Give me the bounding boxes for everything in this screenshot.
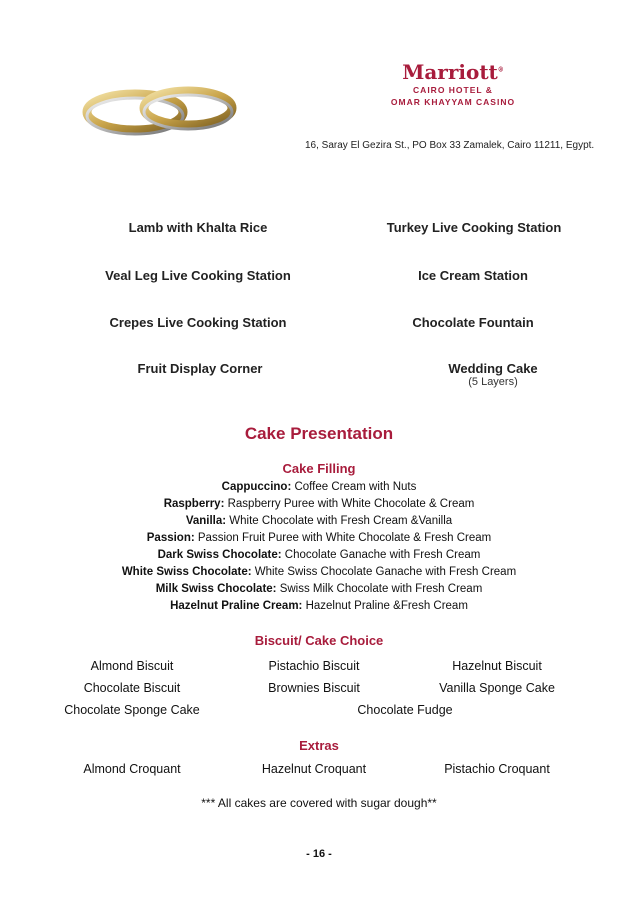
station-turkey: Turkey Live Cooking Station [386, 220, 562, 235]
station-veal: Veal Leg Live Cooking Station [105, 268, 291, 283]
station-ice-cream: Ice Cream Station [418, 268, 528, 283]
filling-white-swiss: White Swiss Chocolate: White Swiss Chocolate Ganache with Fresh Cream [121, 566, 517, 578]
wedding-rings-image [80, 78, 240, 140]
biscuit-almond: Almond Biscuit [90, 659, 174, 673]
vanilla-sponge-cake: Vanilla Sponge Cake [439, 681, 555, 695]
logo-line-1: CAIRO HOTEL & [413, 85, 493, 95]
extra-almond-croquant: Almond Croquant [83, 762, 181, 776]
chocolate-fudge: Chocolate Fudge [357, 703, 453, 717]
sugar-dough-note: *** All cakes are covered with sugar dough** [201, 796, 437, 810]
extra-hazelnut-croquant: Hazelnut Croquant [261, 762, 367, 776]
biscuit-brownies: Brownies Biscuit [268, 681, 360, 695]
station-chocolate-fountain: Chocolate Fountain [412, 315, 534, 330]
wedding-cake-layers: (5 Layers) [468, 376, 518, 388]
extras-title: Extras [299, 738, 339, 753]
station-lamb: Lamb with Khalta Rice [128, 220, 268, 235]
biscuit-chocolate: Chocolate Biscuit [83, 681, 181, 695]
cake-presentation-title: Cake Presentation [244, 424, 394, 443]
logo-line-2: OMAR KHAYYAM CASINO [390, 97, 516, 107]
station-wedding-cake: Wedding Cake [448, 361, 538, 376]
cake-filling-title: Cake Filling [282, 461, 356, 476]
chocolate-sponge-cake: Chocolate Sponge Cake [64, 703, 200, 717]
page-number: - 16 - [306, 848, 332, 860]
marriott-logo [378, 60, 528, 108]
biscuit-pistachio: Pistachio Biscuit [268, 659, 360, 673]
logo-wordmark: Marriott® [402, 60, 504, 84]
filling-passion: Passion: Passion Fruit Puree with White Chocolate & Fresh Cream [146, 532, 492, 544]
station-fruit: Fruit Display Corner [137, 361, 263, 376]
extra-pistachio-croquant: Pistachio Croquant [444, 762, 550, 776]
biscuit-choice-title: Biscuit/ Cake Choice [254, 633, 384, 648]
biscuit-hazelnut: Hazelnut Biscuit [452, 659, 542, 673]
filling-vanilla: Vanilla: White Chocolate with Fresh Cream &Vanilla [185, 515, 453, 527]
station-crepes: Crepes Live Cooking Station [109, 315, 287, 330]
filling-milk-swiss: Milk Swiss Chocolate: Swiss Milk Chocolate with Fresh Cream [155, 583, 483, 595]
hotel-address: 16, Saray El Gezira St., PO Box 33 Zamalek, Cairo 11211, Egypt. [305, 140, 595, 151]
filling-cappuccino: Cappuccino: Coffee Cream with Nuts [221, 481, 417, 493]
filling-hazelnut-praline: Hazelnut Praline Cream: Hazelnut Praline &Fresh Cream [170, 600, 468, 612]
filling-dark-swiss: Dark Swiss Chocolate: Chocolate Ganache with Fresh Cream [157, 549, 481, 561]
filling-raspberry: Raspberry: Raspberry Puree with White Chocolate & Cream [163, 498, 475, 510]
